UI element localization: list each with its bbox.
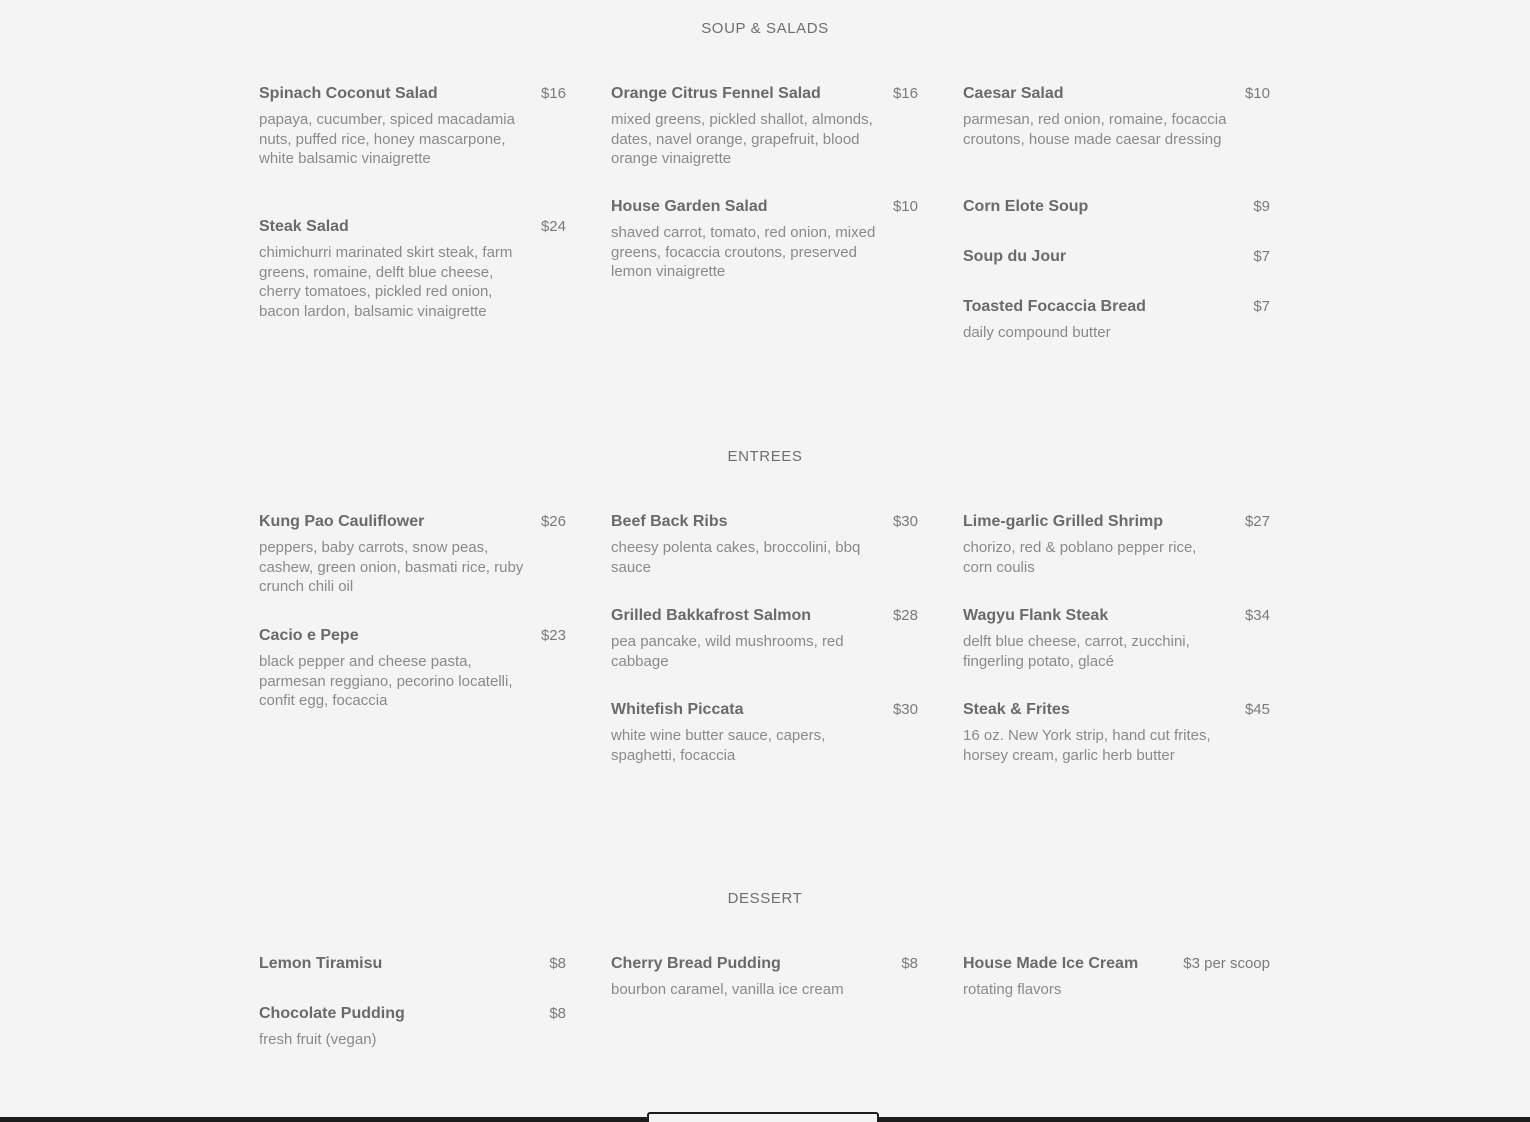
item-price: $30	[892, 513, 918, 530]
item-name: Cacio e Pepe	[259, 627, 359, 644]
item-description: chimichurri marinated skirt steak, farm greens, romaine, delft blue cheese, cherry tomatoes, pickled red onion, bacon lardon, balsamic vinaigrette	[259, 244, 513, 320]
item-price: $8	[549, 1005, 566, 1022]
menu-item	[963, 513, 1270, 577]
item-name: Orange Citrus Fennel Salad	[611, 85, 821, 102]
menu-item	[259, 513, 566, 597]
section-title-entrees: ENTREES	[727, 448, 803, 465]
item-description: black pepper and cheese pasta, parmesan reggiano, pecorino locatelli, confit egg, focaccia	[259, 653, 513, 709]
item-description: chorizo, red & poblano pepper rice, corn coulis	[963, 539, 1197, 576]
footer-button[interactable]	[647, 1112, 879, 1122]
menu-item	[611, 955, 918, 1000]
item-description: bourbon caramel, vanilla ice cream	[611, 981, 844, 998]
item-name: Kung Pao Cauliflower	[259, 513, 425, 530]
item-name: Chocolate Pudding	[259, 1005, 405, 1022]
item-price: $8	[901, 955, 918, 972]
menu-item	[963, 298, 1270, 343]
section-title-dessert: DESSERT	[727, 890, 803, 907]
item-name: House Made Ice Cream	[963, 955, 1139, 972]
item-price: $8	[549, 955, 566, 972]
item-price: $27	[1244, 513, 1270, 530]
menu-item	[611, 513, 918, 577]
menu-item	[259, 218, 566, 321]
item-name: Whitefish Piccata	[611, 701, 744, 718]
item-price: $7	[1253, 298, 1270, 315]
menu-item	[963, 85, 1270, 149]
item-name: Beef Back Ribs	[611, 513, 728, 530]
item-name: Lime-garlic Grilled Shrimp	[963, 513, 1164, 530]
menu-item	[259, 85, 566, 169]
item-description: rotating flavors	[963, 981, 1062, 998]
menu-item	[963, 955, 1270, 1000]
item-description: white wine butter sauce, capers, spaghetti, focaccia	[611, 727, 826, 764]
item-description: fresh fruit (vegan)	[259, 1031, 377, 1048]
item-price: $9	[1253, 198, 1270, 215]
item-price: $28	[892, 607, 918, 624]
item-description: daily compound butter	[963, 324, 1111, 341]
item-description: peppers, baby carrots, snow peas, cashew, green onion, basmati rice, ruby crunch chili oil	[259, 539, 524, 595]
item-name: Steak & Frites	[963, 701, 1070, 718]
item-description: pea pancake, wild mushrooms, red cabbage	[611, 633, 844, 670]
menu-item	[963, 607, 1270, 671]
item-description: shaved carrot, tomato, red onion, mixed greens, focaccia croutons, preserved lemon vinaigrette	[611, 224, 876, 280]
menu-item	[611, 607, 918, 671]
item-name: Spinach Coconut Salad	[259, 85, 438, 102]
item-name: Caesar Salad	[963, 85, 1064, 102]
item-name: Steak Salad	[259, 218, 349, 235]
menu-item	[259, 1005, 566, 1050]
item-description: 16 oz. New York strip, hand cut frites, horsey cream, garlic herb butter	[963, 727, 1211, 764]
item-name: Lemon Tiramisu	[259, 955, 383, 972]
item-price: $16	[540, 85, 566, 102]
item-description: mixed greens, pickled shallot, almonds, dates, navel orange, grapefruit, blood orange vinaigrette	[611, 111, 873, 167]
item-price: $16	[892, 85, 918, 102]
item-price: $30	[892, 701, 918, 718]
item-price: $10	[892, 198, 918, 215]
menu-item	[259, 955, 566, 977]
item-description: delft blue cheese, carrot, zucchini, fingerling potato, glacé	[963, 633, 1190, 670]
item-price: $34	[1244, 607, 1270, 624]
item-price: $45	[1244, 701, 1270, 718]
item-price: $24	[540, 218, 566, 235]
section-title-soup-salads: SOUP & SALADS	[701, 20, 829, 37]
item-name: Wagyu Flank Steak	[963, 607, 1109, 624]
menu-item	[259, 627, 566, 711]
item-price: $7	[1253, 248, 1270, 265]
menu-item	[963, 701, 1270, 765]
menu-item	[611, 701, 918, 765]
menu-item	[611, 198, 918, 282]
item-price: $3 per scoop	[1183, 955, 1270, 972]
menu-item	[611, 85, 918, 169]
item-name: Cherry Bread Pudding	[611, 955, 781, 972]
item-name: Grilled Bakkafrost Salmon	[611, 607, 812, 624]
item-price: $23	[540, 627, 566, 644]
item-price: $26	[540, 513, 566, 530]
item-name: Toasted Focaccia Bread	[963, 298, 1146, 315]
menu-item	[963, 198, 1270, 220]
item-name: Soup du Jour	[963, 248, 1067, 265]
item-price: $10	[1244, 85, 1270, 102]
item-description: papaya, cucumber, spiced macadamia nuts, puffed rice, honey mascarpone, white balsamic vinaigrette	[259, 111, 515, 167]
item-name: Corn Elote Soup	[963, 198, 1089, 215]
item-name: House Garden Salad	[611, 198, 768, 215]
item-description: parmesan, red onion, romaine, focaccia croutons, house made caesar dressing	[963, 111, 1227, 148]
menu-item	[963, 248, 1270, 270]
item-description: cheesy polenta cakes, broccolini, bbq sauce	[611, 539, 861, 576]
